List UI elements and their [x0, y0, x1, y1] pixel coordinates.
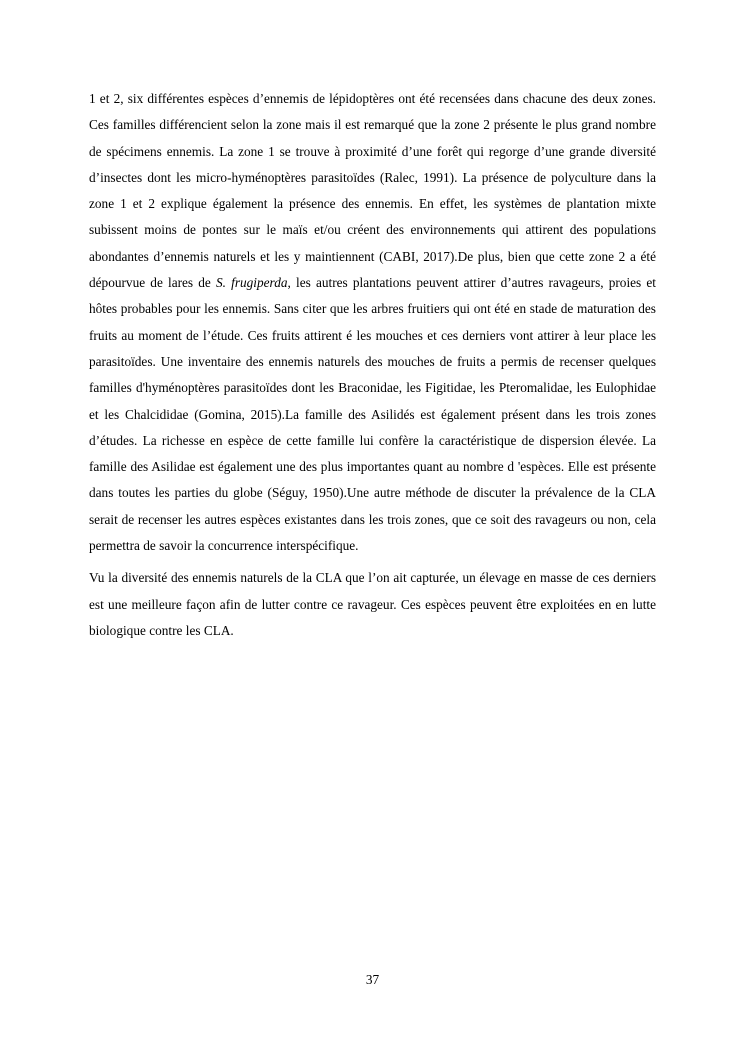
paragraph-discussion-ennemis — [89, 86, 656, 559]
paragraph-conclusion-elevage — [89, 565, 656, 644]
species-name-italic: S. frugiperda — [216, 275, 288, 291]
paragraph-text: 1 et 2, six différentes espèces d’ennemis de lépidoptères ont été recensées dans chacune des deux zones. Ces familles différencient selon la zone mais il est remarqué que la zone 2 présente le plus grand nombre de spécimens ennemis. La zone 1 se trouve à proximité d’une forêt qui regorge d’une grande diversité d’insectes dont les micro-hyménoptères parasitoïdes (Ralec, 1991). La présence de polyculture dans la zone 1 et 2 explique également la présence des ennemis. En effet, les systèmes de plantation mixte subissent moins de pontes sur le maïs et/ou créent des environnements qui attirent des populations abondantes d’ennemis naturels et les y maintiennent (CABI, 2017).De plus, bien que cette zone 2 a été dépourvue de lares de — [89, 91, 656, 291]
paragraph-text: Vu la diversité des ennemis naturels de la CLA que l’on ait capturée, un élevage en masse de ces derniers est une meilleure façon afin de lutter contre ce ravageur. Ces espèces peuvent être exploitées en en lutte biologique contre les CLA. — [89, 570, 656, 638]
page-number: 37 — [365, 972, 380, 987]
paragraph-text: , les autres plantations peuvent attirer d’autres ravageurs, proies et hôtes probables pour les ennemis. Sans citer que les arbres fruitiers qui ont été en stade de maturation des fruits au moment de l’étude. Ces fruits attirent é les mouches et ces derniers vont attirer à leur place les parasitoïdes. Une inventaire des ennemis naturels des mouches de fruits a permis de recenser quelques familles d'hyménoptères parasitoïdes dont les Braconidae, les Figitidae, les Pteromalidae, les Eulophidae et les Chalcididae (Gomina, 2015).La famille des Asilidés est également présent dans les trois zones d’études. La richesse en espèce de cette famille lui confère la caractéristique de dispersion élevée. La famille des Asilidae est également une des plus importantes quant au nombre d 'espèces. Elle est présente dans toutes les parties du globe (Séguy, 1950).Une autre méthode de discuter la prévalence de la CLA serait de recenser les autres espèces existantes dans les trois zones, que ce soit des ravageurs ou non, cela permettra de savoir la concurrence interspécifique. — [89, 275, 656, 554]
page-body — [89, 86, 656, 644]
